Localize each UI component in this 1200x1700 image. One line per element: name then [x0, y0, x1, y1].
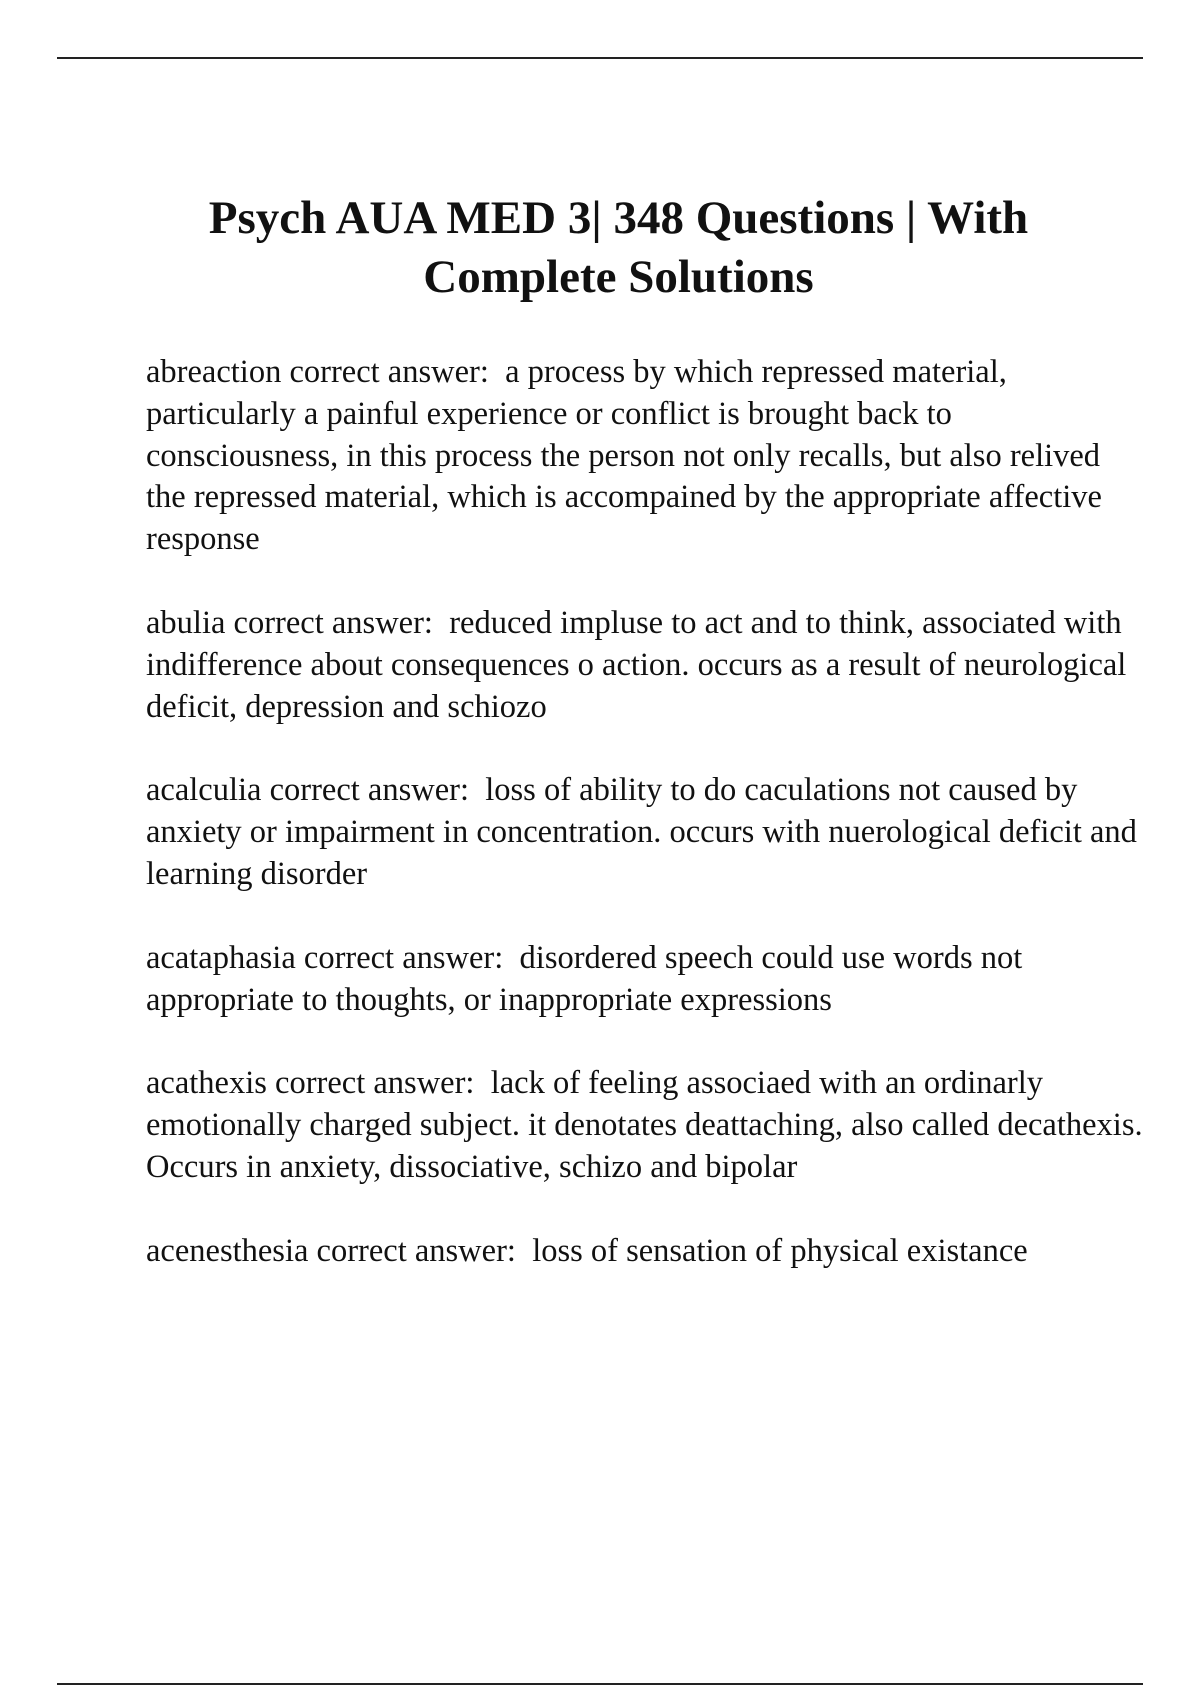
term: abulia — [146, 604, 226, 641]
term: acathexis — [146, 1065, 267, 1102]
flashcard-entry — [146, 603, 1146, 728]
answer-marker: correct answer: — [233, 604, 433, 641]
document-title: Psych AUA MED 3| 348 Questions | With Complete Solutions — [208, 192, 1029, 303]
answer-text: reduced impluse to act and to think, associated with indifference about consequences o action. occurs as a result of neurological deficit, depression and schiozo — [146, 604, 1135, 725]
answer-marker: correct answer: — [275, 1065, 475, 1102]
bottom-divider — [57, 1683, 1143, 1685]
flashcard-entry — [146, 1231, 1146, 1273]
term: acalculia — [146, 772, 262, 809]
answer-text: loss of sensation of physical existance — [532, 1232, 1028, 1269]
term: abreaction — [146, 354, 282, 390]
flashcard-entry — [146, 1063, 1151, 1188]
answer-text: disordered speech could use words not appropriate to thoughts, or inappropriate expressions — [146, 939, 1031, 1018]
answer-marker: correct answer: — [303, 939, 504, 976]
flashcard-list — [146, 352, 1151, 1315]
answer-text: loss of ability to do caculations not caused by anxiety or impairment in concentration. occurs with nuerological deficit and learning disorder — [146, 772, 1146, 892]
flashcard-entry — [146, 352, 1146, 561]
answer-marker: correct answer: — [289, 354, 489, 390]
answer-text: a process by which repressed material, particularly a painful experience or conflict is brought back to consciousness, in this process the person not only recalls, but also relived the repressed material, which is accompained by the appropriate affective response — [146, 354, 1111, 558]
answer-marker: correct answer: — [316, 1232, 516, 1269]
flashcard-entry — [146, 938, 1146, 1022]
term: acataphasia — [146, 939, 296, 976]
term: acenesthesia — [146, 1232, 309, 1269]
flashcard-entry — [146, 770, 1146, 895]
answer-text: lack of feeling associaed with an ordinarly emotionally charged subject. it denotates deattaching, also called decathexis. Occurs in anxiety, dissociative, schizo and bipolar — [146, 1065, 1151, 1185]
answer-marker: correct answer: — [269, 772, 469, 809]
top-divider — [57, 57, 1143, 59]
